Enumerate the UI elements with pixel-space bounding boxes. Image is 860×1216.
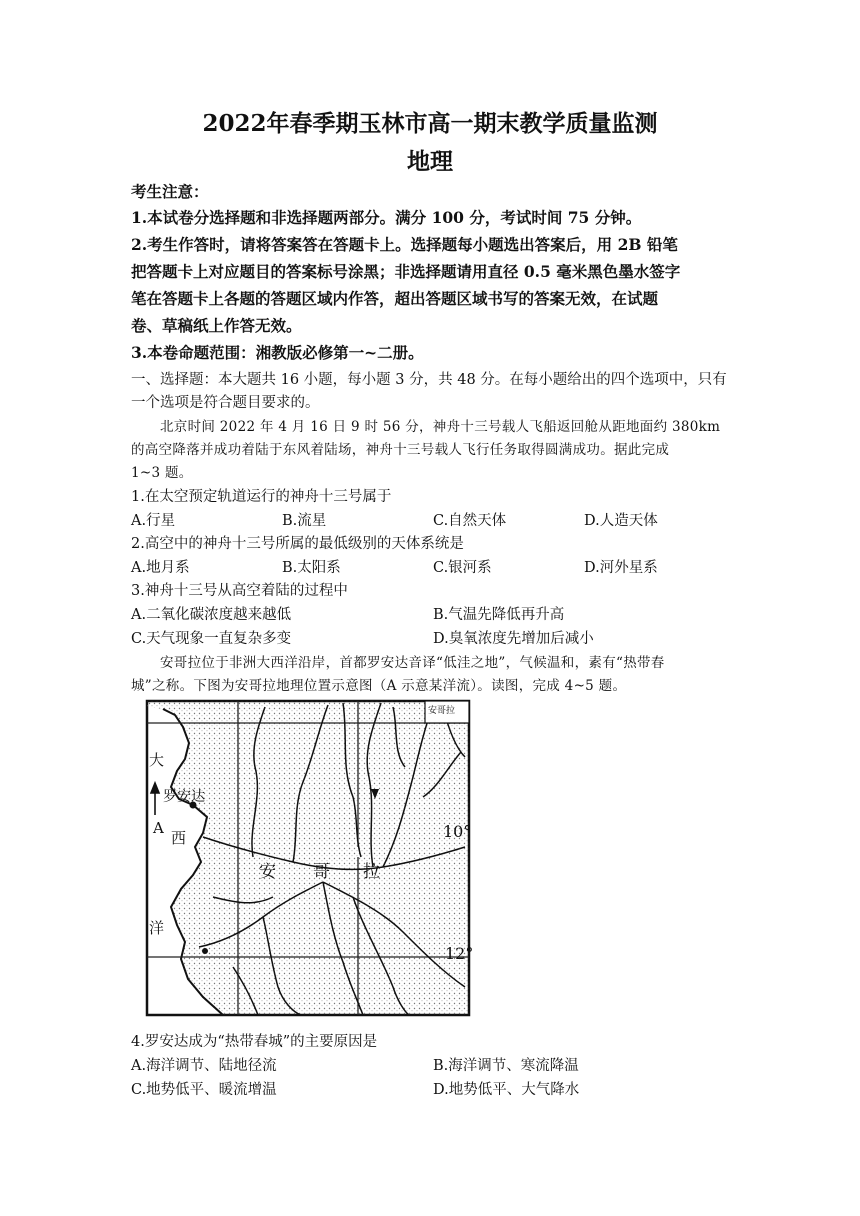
passage-2-line-1: 安哥拉位于非洲大西洋沿岸，首都罗安达音译“低洼之地”，气候温和，素有“热带春 bbox=[160, 655, 665, 671]
q3-option-c[interactable]: C.天气现象一直复杂多变 bbox=[131, 631, 292, 647]
map-label-yang: 洋 bbox=[149, 919, 165, 937]
q1-option-c[interactable]: C.自然天体 bbox=[433, 513, 507, 529]
map-label-current-a: A bbox=[153, 819, 164, 837]
map-label-xi: 西 bbox=[171, 829, 187, 847]
notice-heading: 考生注意： bbox=[131, 182, 209, 201]
q2-option-a[interactable]: A.地月系 bbox=[131, 560, 190, 576]
map-label-lat-12: 12° bbox=[445, 944, 473, 963]
map-label-la: 拉 bbox=[363, 862, 380, 882]
port-marker bbox=[202, 948, 208, 954]
angola-location-map bbox=[143, 697, 473, 1019]
map-label-ge: 哥 bbox=[313, 862, 330, 882]
passage-2-line-2: 城”之称。下图为安哥拉地理位置示意图（A 示意某洋流）。读图，完成 4~5 题。 bbox=[131, 678, 627, 694]
q4-option-c[interactable]: C.地势低平、暖流增温 bbox=[131, 1082, 277, 1098]
q4-option-a[interactable]: A.海洋调节、陆地径流 bbox=[131, 1058, 277, 1074]
q2-option-d[interactable]: D.河外星系 bbox=[584, 560, 658, 576]
q2-option-b[interactable]: B.太阳系 bbox=[282, 560, 341, 576]
map-label-an: 安 bbox=[259, 862, 276, 882]
q3-option-d[interactable]: D.臭氧浓度先增加后减小 bbox=[433, 631, 594, 647]
notice-line-1: 1.本试卷分选择题和非选择题两部分。满分 100 分，考试时间 75 分钟。 bbox=[131, 208, 642, 227]
question-3-stem: 3.神舟十三号从高空着陆的过程中 bbox=[131, 583, 348, 599]
section-intro-line-2: 一个选项是符合题目要求的。 bbox=[131, 395, 320, 411]
question-1-stem: 1.在太空预定轨道运行的神舟十三号属于 bbox=[131, 489, 392, 505]
passage-1-line-2: 的高空降落并成功着陆于东风着陆场，神舟十三号载人飞行任务取得圆满成功。据此完成 bbox=[131, 442, 670, 458]
notice-line-3: 3.本卷命题范围：湘教版必修第一~二册。 bbox=[131, 343, 424, 362]
map-inset-title: 安哥拉 bbox=[428, 706, 456, 716]
q3-option-a[interactable]: A.二氧化碳浓度越来越低 bbox=[131, 607, 292, 623]
q1-option-d[interactable]: D.人造天体 bbox=[584, 513, 658, 529]
q4-option-b[interactable]: B.海洋调节、寒流降温 bbox=[433, 1058, 579, 1074]
passage-1-line-1: 北京时间 2022 年 4 月 16 日 9 时 56 分，神舟十三号载人飞船返回舱从距地面约 380km bbox=[160, 419, 721, 435]
notice-line-2a: 2.考生作答时，请将答案答在答题卡上。选择题每小题选出答案后，用 2B 铅笔 bbox=[131, 235, 678, 254]
exam-subject: 地理 bbox=[407, 148, 453, 175]
q1-option-a[interactable]: A.行星 bbox=[131, 513, 176, 529]
section-intro-line-1: 一、选择题：本大题共 16 小题，每小题 3 分，共 48 分。在每小题给出的四个选项中，只有 bbox=[131, 372, 727, 388]
question-4-stem: 4.罗安达成为“热带春城”的主要原因是 bbox=[131, 1034, 378, 1050]
q4-option-d[interactable]: D.地势低平、大气降水 bbox=[433, 1082, 580, 1098]
map-label-lat-10: 10° bbox=[443, 822, 472, 841]
q2-option-c[interactable]: C.银河系 bbox=[433, 560, 492, 576]
passage-1-line-3: 1~3 题。 bbox=[131, 465, 193, 481]
notice-line-2c: 笔在答题卡上各题的答题区域内作答，超出答题区域书写的答案无效，在试题 bbox=[131, 289, 659, 308]
q1-option-b[interactable]: B.流星 bbox=[282, 513, 327, 529]
question-2-stem: 2.高空中的神舟十三号所属的最低级别的天体系统是 bbox=[131, 536, 464, 552]
q3-option-b[interactable]: B.气温先降低再升高 bbox=[433, 607, 565, 623]
map-label-da: 大 bbox=[149, 751, 165, 769]
notice-line-2d: 卷、草稿纸上作答无效。 bbox=[131, 316, 302, 335]
map-label-luanda: 罗安达 bbox=[163, 789, 205, 805]
notice-line-2b: 把答题卡上对应题目的答案标号涂黑；非选择题请用直径 0.5 毫米黑色墨水签字 bbox=[131, 262, 681, 281]
exam-title: 2022年春季期玉林市高一期末教学质量监测 bbox=[202, 110, 658, 137]
